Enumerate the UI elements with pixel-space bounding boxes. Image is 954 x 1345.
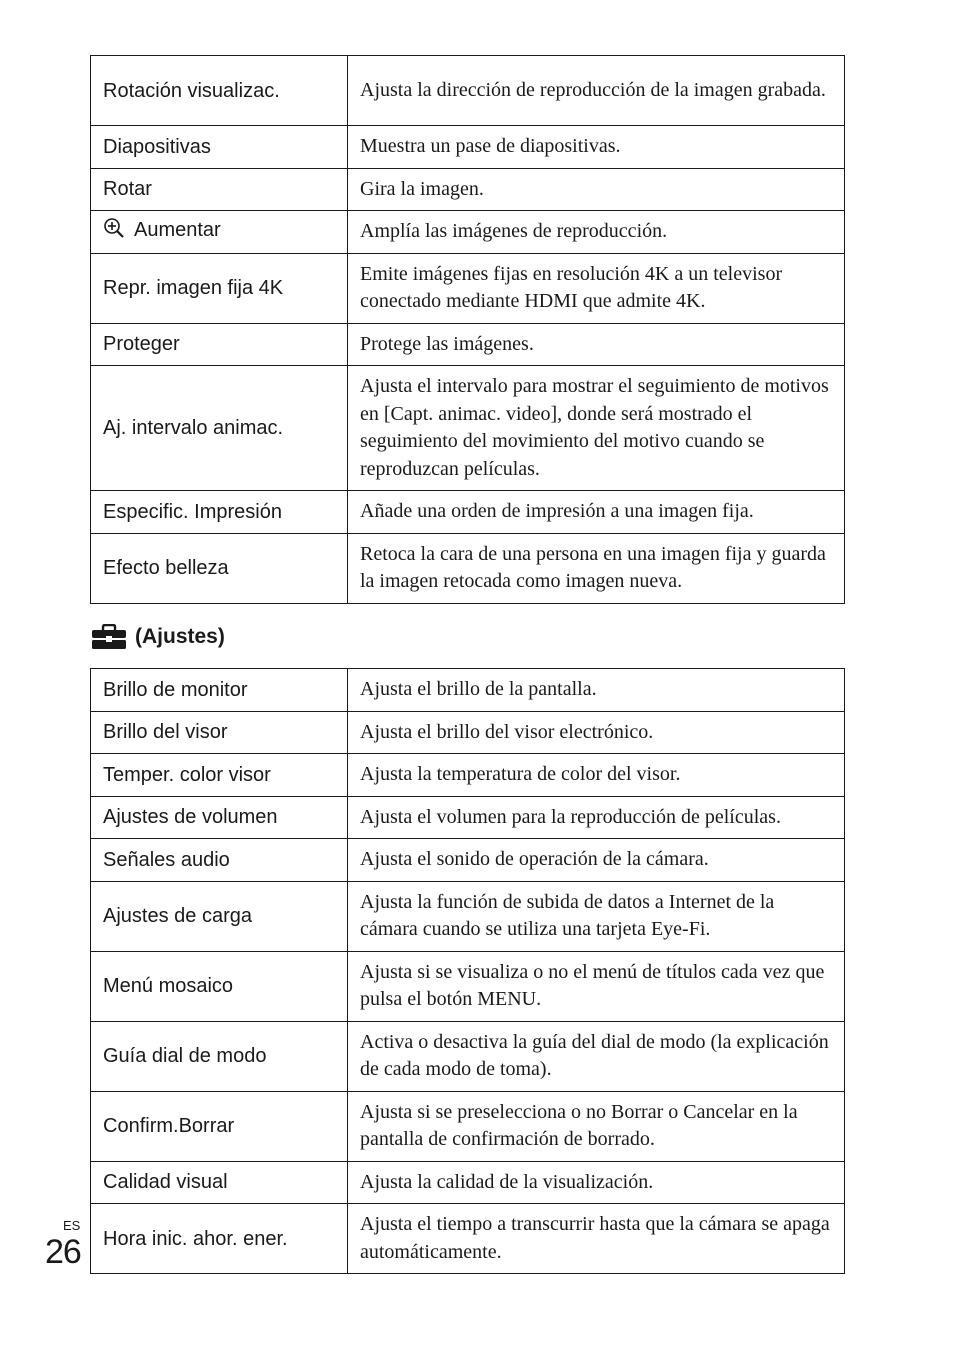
menu-item-name: Señales audio	[91, 839, 348, 882]
menu-item-name: Brillo de monitor	[91, 669, 348, 712]
table-row	[91, 533, 845, 603]
table-row	[91, 796, 845, 839]
menu-item-name: Repr. imagen fija 4K	[91, 253, 348, 323]
table-row	[91, 168, 845, 211]
menu-item-description: Muestra un pase de diapositivas.	[348, 126, 845, 169]
menu-item-description: Retoca la cara de una persona en una imagen fija y guarda la imagen retocada como imagen nueva.	[348, 533, 845, 603]
table-row	[91, 754, 845, 797]
menu-item-name: Aumentar	[134, 219, 221, 242]
menu-item-description: Añade una orden de impresión a una imagen fija.	[348, 491, 845, 534]
menu-item-name: Diapositivas	[91, 126, 348, 169]
menu-item-description: Ajusta el sonido de operación de la cámara.	[348, 839, 845, 882]
menu-item-name: Brillo del visor	[91, 711, 348, 754]
menu-item-description: Ajusta el tiempo a transcurrir hasta que la cámara se apaga automáticamente.	[348, 1204, 845, 1274]
menu-item-description: Ajusta la temperatura de color del visor.	[348, 754, 845, 797]
section-heading-settings	[91, 624, 225, 650]
table-row	[91, 211, 845, 254]
page-number: 26	[45, 1233, 81, 1271]
menu-item-description: Activa o desactiva la guía del dial de modo (la explicación de cada modo de toma).	[348, 1021, 845, 1091]
menu-item-description: Ajusta si se preselecciona o no Borrar o Cancelar en la pantalla de confirmación de borrado.	[348, 1091, 845, 1161]
menu-item-name: Temper. color visor	[91, 754, 348, 797]
menu-item-description: Ajusta la dirección de reproducción de la imagen grabada.	[348, 56, 845, 126]
table-row	[91, 56, 845, 126]
table-row	[91, 839, 845, 882]
table-row	[91, 253, 845, 323]
table-row	[91, 1161, 845, 1204]
menu-item-name: Hora inic. ahor. ener.	[91, 1204, 348, 1274]
menu-item-description: Protege las imágenes.	[348, 323, 845, 366]
menu-item-description: Ajusta el volumen para la reproducción de películas.	[348, 796, 845, 839]
menu-item-name: Calidad visual	[91, 1161, 348, 1204]
table-row	[91, 366, 845, 491]
menu-item-name: Ajustes de volumen	[91, 796, 348, 839]
menu-item-name: Efecto belleza	[91, 533, 348, 603]
table-row	[91, 669, 845, 712]
table-row	[91, 1091, 845, 1161]
table-row	[91, 323, 845, 366]
menu-item-name: Guía dial de modo	[91, 1021, 348, 1091]
menu-item-name: Rotación visualizac.	[91, 56, 348, 126]
menu-item-name: Especific. Impresión	[91, 491, 348, 534]
menu-item-name: Rotar	[91, 168, 348, 211]
section-title: (Ajustes)	[135, 625, 225, 648]
menu-item-description: Gira la imagen.	[348, 168, 845, 211]
menu-item-description: Ajusta la calidad de la visualización.	[348, 1161, 845, 1204]
menu-item-description: Ajusta si se visualiza o no el menú de títulos cada vez que pulsa el botón MENU.	[348, 951, 845, 1021]
toolbox-icon	[91, 624, 127, 650]
settings-menu-table	[90, 668, 845, 1274]
menu-item-name: Aj. intervalo animac.	[91, 366, 348, 491]
table-row	[91, 1204, 845, 1274]
page-language-code: ES	[63, 1218, 81, 1233]
zoom-in-icon	[103, 217, 125, 246]
table-row	[91, 881, 845, 951]
menu-item-name: Menú mosaico	[91, 951, 348, 1021]
menu-item-name: Ajustes de carga	[91, 881, 348, 951]
menu-item-description: Ajusta el brillo de la pantalla.	[348, 669, 845, 712]
table-row	[91, 491, 845, 534]
playback-menu-table	[90, 55, 845, 604]
table-row	[91, 126, 845, 169]
table-row	[91, 1021, 845, 1091]
menu-item-description: Ajusta el brillo del visor electrónico.	[348, 711, 845, 754]
menu-item-aumentar	[91, 211, 348, 254]
table-row	[91, 951, 845, 1021]
menu-item-description: Emite imágenes fijas en resolución 4K a un televisor conectado mediante HDMI que admite 4K.	[348, 253, 845, 323]
menu-item-description: Amplía las imágenes de reproducción.	[348, 211, 845, 254]
menu-item-description: Ajusta la función de subida de datos a Internet de la cámara cuando se utiliza una tarjeta Eye-Fi.	[348, 881, 845, 951]
menu-item-name: Proteger	[91, 323, 348, 366]
menu-item-description: Ajusta el intervalo para mostrar el seguimiento de motivos en [Capt. animac. video], donde será mostrado el seguimiento del movimiento del motivo cuando se reproduzcan películas.	[348, 366, 845, 491]
menu-item-name: Confirm.Borrar	[91, 1091, 348, 1161]
table-row	[91, 711, 845, 754]
